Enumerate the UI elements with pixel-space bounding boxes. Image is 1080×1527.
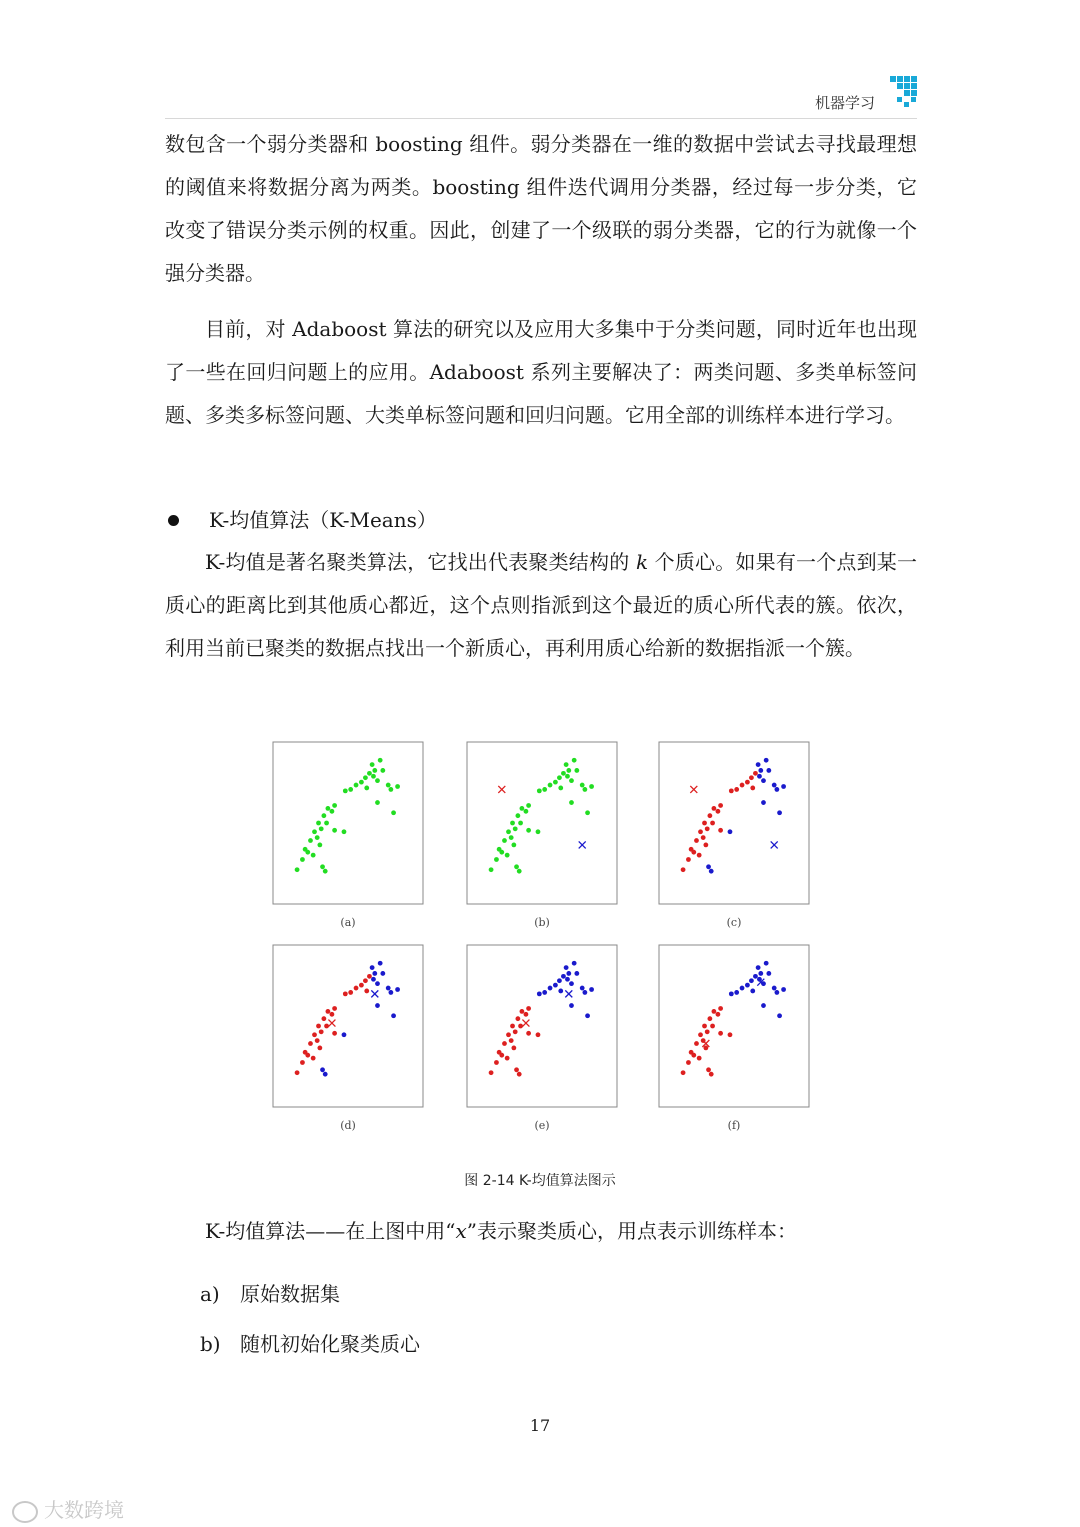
data-point	[703, 1046, 708, 1051]
data-point	[388, 787, 393, 792]
data-point	[580, 986, 585, 991]
data-point	[378, 758, 383, 763]
data-point	[510, 1024, 515, 1029]
data-point	[548, 986, 553, 991]
data-point	[772, 986, 777, 991]
data-point	[536, 1032, 541, 1037]
data-point	[542, 990, 547, 995]
data-point	[330, 1012, 335, 1017]
panel-frame	[273, 945, 423, 1107]
data-point	[705, 1029, 710, 1034]
data-point	[728, 1032, 733, 1037]
data-point	[526, 828, 531, 833]
data-point	[766, 971, 771, 976]
data-point	[511, 843, 516, 848]
data-point	[718, 803, 723, 808]
data-point	[774, 787, 779, 792]
data-point	[513, 826, 518, 831]
data-point	[342, 1032, 347, 1037]
data-point	[363, 775, 368, 780]
watermark	[12, 1494, 124, 1523]
data-point	[777, 1013, 782, 1018]
data-point	[565, 774, 570, 779]
data-point	[536, 829, 541, 834]
panel-label: (a)	[340, 916, 356, 929]
data-point	[517, 869, 522, 874]
data-point	[509, 1038, 514, 1043]
page-header-title: 机器学习	[815, 94, 876, 112]
data-point	[572, 758, 577, 763]
data-point	[308, 838, 313, 843]
data-point	[524, 809, 529, 814]
data-point	[300, 857, 305, 862]
data-point	[585, 810, 590, 815]
data-point	[558, 989, 563, 994]
data-point	[740, 986, 745, 991]
data-point	[753, 974, 758, 979]
data-point	[569, 800, 574, 805]
bullet-text: K-均值算法（K-Means）	[209, 508, 437, 532]
panel-label: (c)	[726, 916, 742, 929]
data-point	[709, 1072, 714, 1077]
data-point	[564, 762, 569, 767]
panel-frame	[467, 742, 617, 904]
data-point	[756, 762, 761, 767]
data-point	[537, 788, 542, 793]
data-point	[515, 1016, 520, 1021]
kmeans-text-b: 个质心。如果有一个点到某一质心的距离比到其他质心都近，这个点则指派到这个最近的质心所代表的簇。依次，利用当前已聚类的数据点找出一个新质心，再利用质心给新的数据指派一个簇。	[165, 550, 918, 660]
data-point	[367, 974, 372, 979]
data-point	[709, 869, 714, 874]
data-point	[494, 857, 499, 862]
data-point	[395, 987, 400, 992]
data-point	[566, 971, 571, 976]
data-point	[324, 821, 329, 826]
data-point	[326, 1009, 331, 1014]
data-point	[557, 775, 562, 780]
data-point	[320, 1067, 325, 1072]
data-point	[520, 1009, 525, 1014]
data-point	[712, 806, 717, 811]
data-point	[511, 1046, 516, 1051]
data-point	[574, 768, 579, 773]
data-point	[326, 806, 331, 811]
data-point	[505, 853, 510, 858]
data-point	[572, 961, 577, 966]
data-point	[513, 1029, 518, 1034]
data-point	[553, 983, 558, 988]
data-point	[707, 813, 712, 818]
data-point	[553, 780, 558, 785]
data-point	[757, 774, 762, 779]
data-point	[372, 768, 377, 773]
data-point	[372, 971, 377, 976]
data-point	[777, 810, 782, 815]
watermark-icon	[12, 1501, 38, 1523]
data-point	[319, 826, 324, 831]
data-point	[371, 774, 376, 779]
data-point	[343, 788, 348, 793]
page-number: 17	[529, 1416, 551, 1435]
data-point	[509, 835, 514, 840]
panel-frame	[273, 742, 423, 904]
data-point	[305, 1053, 310, 1058]
data-point	[316, 821, 321, 826]
data-point	[348, 990, 353, 995]
data-point	[772, 783, 777, 788]
data-point	[681, 1070, 686, 1075]
data-point	[378, 961, 383, 966]
data-point	[494, 1060, 499, 1065]
data-point	[312, 829, 317, 834]
data-point	[565, 977, 570, 982]
data-point	[761, 778, 766, 783]
data-point	[371, 977, 376, 982]
data-point	[701, 835, 706, 840]
data-point	[388, 990, 393, 995]
data-point	[315, 835, 320, 840]
list-item-a	[200, 1279, 340, 1309]
kmeans-text-a: K-均值是著名聚类算法，它找出代表聚类结构的	[205, 550, 636, 574]
data-point	[514, 864, 519, 869]
list-marker: b)	[200, 1332, 221, 1356]
data-point	[718, 1031, 723, 1036]
data-point	[566, 768, 571, 773]
bullet-dot-icon	[168, 515, 179, 526]
data-point	[311, 853, 316, 858]
data-point	[375, 1003, 380, 1008]
panel-label: (f)	[727, 1119, 741, 1132]
data-point	[750, 989, 755, 994]
data-point	[342, 829, 347, 834]
list-marker: a)	[200, 1282, 220, 1306]
panel-label: (d)	[340, 1119, 356, 1132]
data-point	[332, 1006, 337, 1011]
data-point	[716, 1012, 721, 1017]
data-point	[354, 783, 359, 788]
data-point	[753, 771, 758, 776]
list-item-b	[200, 1329, 420, 1359]
list-text: 原始数据集	[240, 1282, 340, 1306]
data-point	[515, 813, 520, 818]
data-point	[766, 768, 771, 773]
data-point	[710, 821, 715, 826]
data-point	[745, 780, 750, 785]
logo-icon	[890, 76, 918, 112]
data-point	[691, 850, 696, 855]
data-point	[710, 1024, 715, 1029]
data-point	[557, 978, 562, 983]
data-point	[758, 768, 763, 773]
data-point	[312, 1032, 317, 1037]
paragraph-adaboost-intro: 数包含一个弱分类器和 boosting 组件。弱分类器在一维的数据中尝试去寻找最理想的阈值来将数据分离为两类。boosting 组件迭代调用分类器，经过每一步分类，它改变了错误分类示例的权重。因此，创建了一个级联的弱分类器，它的行为就像一个强分类器。	[165, 132, 917, 285]
paragraph-adaboost-apps: 目前，对 Adaboost 算法的研究以及应用大多集中于分类问题，同时近年也出现了一些在回归问题上的应用。Adaboost 系列主要解决了：两类问题、多类单标签问题、多类多标签问题、大类单标签问题和回归问题。它用全部的训练样本进行学习。	[165, 317, 917, 427]
data-point	[370, 762, 375, 767]
data-point	[707, 1016, 712, 1021]
kmeans-figure-svg	[265, 735, 825, 1145]
data-point	[745, 983, 750, 988]
data-point	[375, 981, 380, 986]
data-point	[380, 971, 385, 976]
data-point	[569, 778, 574, 783]
data-point	[764, 758, 769, 763]
list-text: 随机初始化聚类质心	[240, 1332, 420, 1356]
data-point	[315, 1038, 320, 1043]
data-point	[499, 850, 504, 855]
data-point	[686, 1060, 691, 1065]
data-point	[323, 869, 328, 874]
panel-frame	[467, 945, 617, 1107]
data-point	[561, 771, 566, 776]
data-point	[502, 838, 507, 843]
data-point	[354, 986, 359, 991]
data-point	[514, 1067, 519, 1072]
data-point	[489, 1070, 494, 1075]
data-point	[526, 1006, 531, 1011]
data-point	[569, 1003, 574, 1008]
panel-label: (e)	[534, 1119, 550, 1132]
data-point	[712, 1009, 717, 1014]
data-point	[364, 786, 369, 791]
data-point	[510, 821, 515, 826]
data-point	[698, 1032, 703, 1037]
kmeans-k-variable: k	[635, 550, 649, 574]
data-point	[305, 850, 310, 855]
data-point	[505, 1056, 510, 1061]
data-point	[526, 1031, 531, 1036]
data-point	[756, 965, 761, 970]
data-point	[316, 1024, 321, 1029]
paragraph-kmeans-legend	[165, 1210, 917, 1253]
data-point	[391, 810, 396, 815]
data-point	[694, 838, 699, 843]
data-point	[295, 867, 300, 872]
data-point	[506, 1032, 511, 1037]
data-point	[319, 1029, 324, 1034]
watermark-text: 大数跨境	[44, 1498, 124, 1522]
data-point	[569, 981, 574, 986]
legend-text-b: ”表示聚类质心，用点表示训练样本：	[466, 1219, 797, 1243]
data-point	[703, 843, 708, 848]
data-point	[558, 786, 563, 791]
data-point	[729, 991, 734, 996]
data-point	[348, 787, 353, 792]
data-point	[311, 1056, 316, 1061]
data-point	[781, 987, 786, 992]
data-point	[386, 986, 391, 991]
data-point	[364, 989, 369, 994]
data-point	[332, 828, 337, 833]
data-point	[391, 1013, 396, 1018]
data-point	[749, 775, 754, 780]
data-point	[300, 1060, 305, 1065]
data-point	[499, 1053, 504, 1058]
data-point	[691, 1053, 696, 1058]
data-point	[718, 1006, 723, 1011]
data-point	[734, 990, 739, 995]
data-point	[317, 843, 322, 848]
kmeans-figure	[265, 735, 825, 1149]
data-point	[321, 813, 326, 818]
paragraph-kmeans-description	[165, 541, 917, 670]
data-point	[380, 768, 385, 773]
data-point	[758, 971, 763, 976]
data-point	[716, 809, 721, 814]
data-point	[320, 864, 325, 869]
data-point	[370, 965, 375, 970]
data-point	[585, 1013, 590, 1018]
bullet-kmeans	[165, 500, 437, 540]
data-point	[681, 867, 686, 872]
data-point	[574, 971, 579, 976]
panel-frame	[659, 945, 809, 1107]
data-point	[740, 783, 745, 788]
header-divider	[165, 118, 917, 119]
data-point	[375, 778, 380, 783]
data-point	[317, 1046, 322, 1051]
data-point	[580, 783, 585, 788]
legend-text-a: K-均值算法——在上图中用“	[205, 1219, 456, 1243]
data-point	[686, 857, 691, 862]
data-point	[542, 787, 547, 792]
data-point	[561, 974, 566, 979]
data-point	[764, 961, 769, 966]
data-point	[694, 1041, 699, 1046]
data-point	[702, 821, 707, 826]
data-point	[697, 853, 702, 858]
data-point	[295, 1070, 300, 1075]
data-point	[524, 1012, 529, 1017]
data-point	[520, 806, 525, 811]
data-point	[330, 809, 335, 814]
data-point	[526, 803, 531, 808]
data-point	[774, 990, 779, 995]
data-point	[564, 965, 569, 970]
data-point	[395, 784, 400, 789]
data-point	[781, 784, 786, 789]
data-point	[589, 987, 594, 992]
legend-x-variable: x	[455, 1219, 467, 1243]
data-point	[548, 783, 553, 788]
data-point	[359, 983, 364, 988]
data-point	[359, 780, 364, 785]
figure-caption: 图 2-14 K-均值算法图示	[464, 1173, 616, 1189]
data-point	[589, 784, 594, 789]
data-point	[332, 1031, 337, 1036]
data-point	[749, 978, 754, 983]
data-point	[323, 1072, 328, 1077]
data-point	[728, 829, 733, 834]
data-point	[518, 821, 523, 826]
data-point	[321, 1016, 326, 1021]
data-point	[706, 864, 711, 869]
data-point	[702, 1024, 707, 1029]
data-point	[761, 800, 766, 805]
data-point	[489, 867, 494, 872]
data-point	[517, 1072, 522, 1077]
data-point	[582, 990, 587, 995]
panel-frame	[659, 742, 809, 904]
data-point	[375, 800, 380, 805]
data-point	[367, 771, 372, 776]
data-point	[705, 826, 710, 831]
data-point	[697, 1056, 702, 1061]
data-point	[363, 978, 368, 983]
data-point	[706, 1067, 711, 1072]
data-point	[734, 787, 739, 792]
data-point	[386, 783, 391, 788]
panel-label: (b)	[534, 916, 550, 929]
data-point	[332, 803, 337, 808]
data-point	[761, 1003, 766, 1008]
data-point	[308, 1041, 313, 1046]
data-point	[698, 829, 703, 834]
data-point	[502, 1041, 507, 1046]
data-point	[582, 787, 587, 792]
data-point	[537, 991, 542, 996]
data-point	[718, 828, 723, 833]
data-point	[506, 829, 511, 834]
data-point	[729, 788, 734, 793]
data-point	[750, 786, 755, 791]
data-point	[343, 991, 348, 996]
